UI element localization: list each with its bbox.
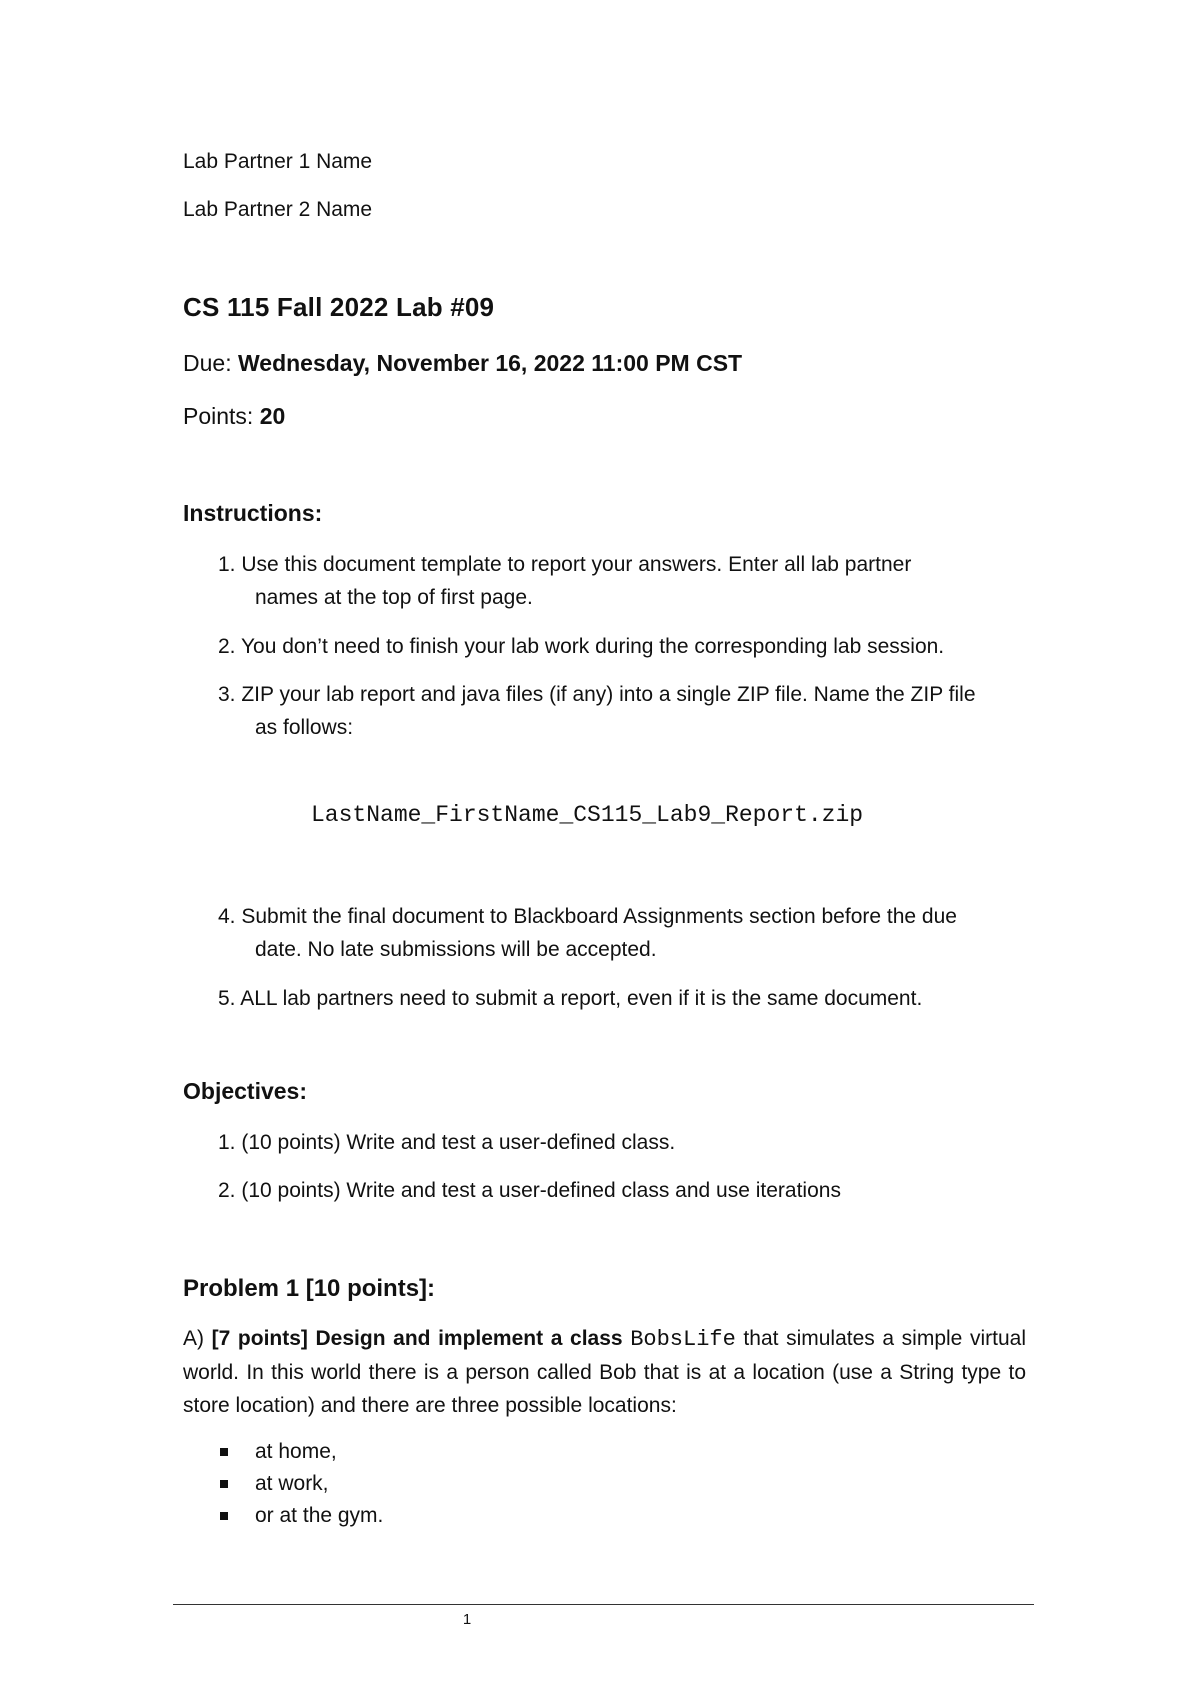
instruction-number: 5.	[218, 987, 236, 1010]
objective-item	[218, 1126, 1026, 1159]
instructions-heading: Instructions:	[183, 500, 323, 526]
instruction-text: ALL lab partners need to submit a report, even if it is the same document.	[235, 987, 923, 1010]
due-label: Due:	[183, 350, 238, 376]
instruction-text-continued: date. No late submissions will be accepted.	[255, 938, 657, 961]
instruction-item	[218, 548, 1026, 614]
part-a-label: A)	[183, 1327, 212, 1350]
class-name: BobsLife	[630, 1327, 736, 1352]
instruction-text: Submit the final document to Blackboard Assignments section before the due	[235, 905, 957, 928]
part-a-points: [7 points] Design and implement a class	[211, 1327, 631, 1350]
document-title: CS 115 Fall 2022 Lab #09	[183, 292, 495, 322]
objective-number: 2.	[218, 1179, 236, 1202]
locations-list	[218, 1436, 383, 1532]
instruction-text-continued: names at the top of first page.	[255, 586, 533, 609]
objective-item	[218, 1174, 1026, 1207]
instruction-text-continued: as follows:	[255, 716, 354, 739]
location-text: or at the gym.	[255, 1504, 384, 1527]
square-bullet-icon	[220, 1480, 228, 1488]
zip-filename: LastName_FirstName_CS115_Lab9_Report.zip	[311, 802, 864, 828]
points-label: Points:	[183, 403, 260, 429]
instruction-number: 2.	[218, 635, 236, 658]
list-item	[218, 1500, 383, 1532]
location-text: at home,	[255, 1440, 337, 1463]
square-bullet-icon	[220, 1512, 228, 1520]
location-text: at work,	[255, 1472, 329, 1495]
instruction-text: ZIP your lab report and java files (if any) into a single ZIP file. Name the ZIP file	[235, 683, 976, 706]
due-value: Wednesday, November 16, 2022 11:00 PM CST	[237, 350, 743, 376]
square-bullet-icon	[220, 1448, 228, 1456]
instruction-number: 4.	[218, 905, 236, 928]
footer-divider	[173, 1604, 1034, 1605]
problem1-part-a	[183, 1322, 1026, 1422]
instruction-text: You don’t need to finish your lab work during the corresponding lab session.	[235, 635, 945, 658]
instruction-number: 1.	[218, 553, 236, 576]
objective-text: (10 points) Write and test a user-defined class.	[235, 1131, 676, 1154]
problem1-heading: Problem 1 [10 points]:	[183, 1275, 436, 1302]
instruction-item	[218, 900, 1026, 966]
due-line	[183, 350, 742, 377]
page-number: 1	[462, 1611, 472, 1628]
points-line	[183, 403, 285, 430]
objectives-heading: Objectives:	[183, 1078, 307, 1104]
instruction-item	[218, 678, 1026, 744]
points-value: 20	[259, 403, 286, 429]
objective-number: 1.	[218, 1131, 236, 1154]
instruction-item	[218, 982, 1026, 1015]
lab-partner-2-name: Lab Partner 2 Name	[183, 198, 373, 221]
part-a-description: that simulates a simple virtual world. In this world there is a person called Bob that is at a location (use a String type to store location) and there are three possible locations:	[183, 1327, 1026, 1417]
objective-text: (10 points) Write and test a user-defined class and use iterations	[235, 1179, 841, 1202]
instruction-text: Use this document template to report your answers. Enter all lab partner	[235, 553, 912, 576]
instruction-number: 3.	[218, 683, 236, 706]
instruction-item	[218, 630, 1026, 663]
lab-partner-1-name: Lab Partner 1 Name	[183, 150, 373, 173]
list-item	[218, 1436, 383, 1468]
list-item	[218, 1468, 383, 1500]
